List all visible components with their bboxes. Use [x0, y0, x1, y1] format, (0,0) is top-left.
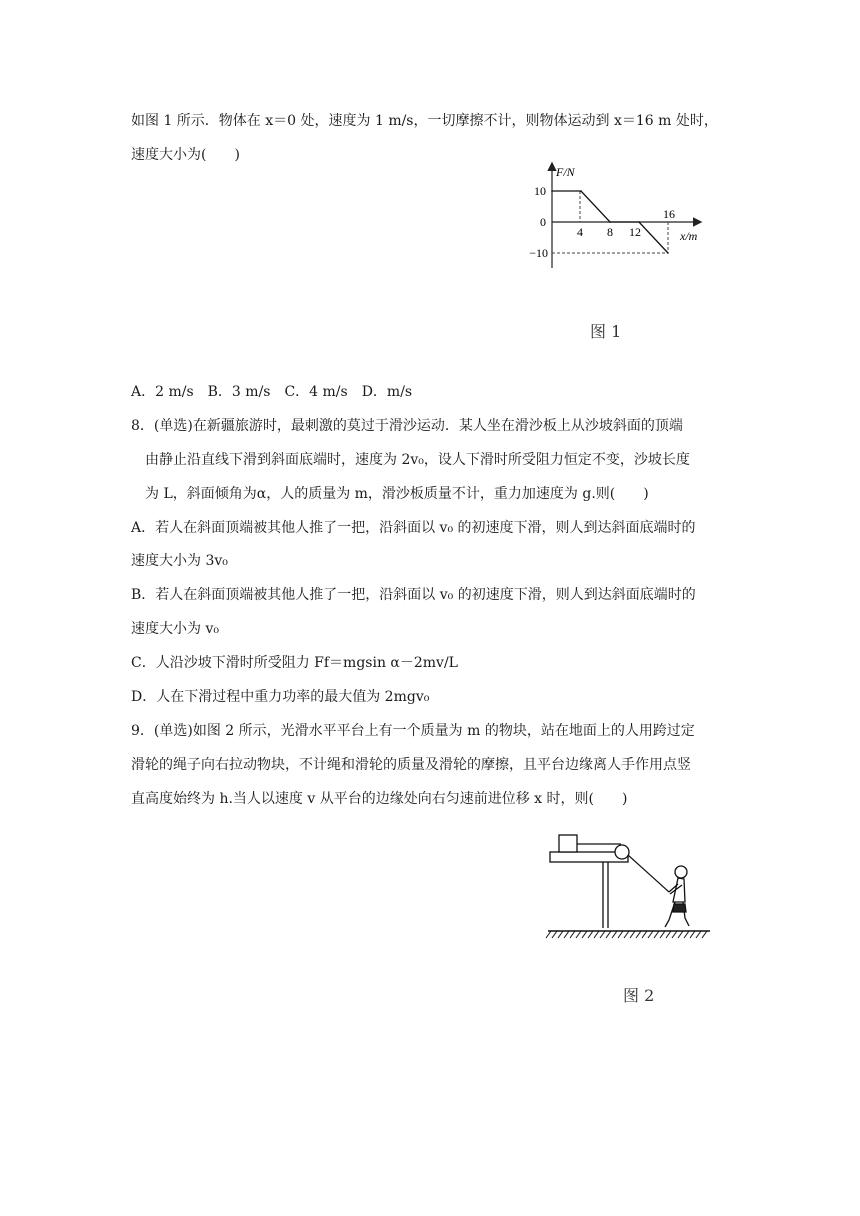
q7-line-1: 如图 1 所示．物体在 x＝0 处，速度为 1 m/s，一切摩擦不计，则物体运动到 x＝16 m 处时，: [131, 113, 718, 129]
x-tick-8: 8: [607, 225, 613, 239]
data-point: [667, 252, 669, 254]
hatch-mark: [654, 931, 659, 938]
hatch-mark: [546, 931, 551, 938]
q8-option-b-line-1: B．若人在斜面顶端被其他人推了一把，沿斜面以 v₀ 的初速度下滑，则人到达斜面底端时的: [131, 587, 696, 603]
ground-hatching: [546, 931, 707, 938]
hatch-mark: [660, 931, 665, 938]
hatch-mark: [642, 931, 647, 938]
block: [559, 835, 577, 852]
q9-line-2: 滑轮的绳子向右拉动物块，不计绳和滑轮的质量及滑轮的摩擦，且平台边缘离人手作用点竖: [131, 757, 691, 773]
hatch-mark: [678, 931, 683, 938]
data-point: [580, 190, 582, 192]
hatch-mark: [612, 931, 617, 938]
hatch-mark: [684, 931, 689, 938]
hatch-mark: [690, 931, 695, 938]
q8-option-a-line-1: A．若人在斜面顶端被其他人推了一把，沿斜面以 v₀ 的初速度下滑，则人到达斜面底端时的: [131, 520, 696, 536]
pulley: [615, 845, 629, 859]
hatch-mark: [618, 931, 623, 938]
data-point: [609, 221, 611, 223]
force-displacement-graph: [520, 160, 720, 280]
q8-option-b-line-2: 速度大小为 v₀: [131, 621, 219, 637]
hatch-mark: [636, 931, 641, 938]
hatch-mark: [666, 931, 671, 938]
y-tick-10: 10: [534, 184, 546, 198]
q8-option-c: C．人沿沙坡下滑时所受阻力 Ff＝mgsin α－2mv/L: [131, 655, 458, 671]
data-point: [638, 221, 640, 223]
hatch-mark: [624, 931, 629, 938]
hatch-mark: [594, 931, 599, 938]
data-point: [551, 190, 553, 192]
hatch-mark: [558, 931, 563, 938]
x-axis-label: x/m: [680, 229, 698, 243]
q7-line-2: 速度大小为( ): [131, 147, 240, 163]
pulley-platform-illustration: [545, 830, 715, 945]
hatch-mark: [606, 931, 611, 938]
string-diagonal: [628, 855, 669, 892]
q8-line-3: 为 L，斜面倾角为α，人的质量为 m，滑沙板质量不计，重力加速度为 g.则( ): [145, 486, 649, 502]
figure-1: [520, 160, 720, 284]
hatch-mark: [552, 931, 557, 938]
figure-2: [545, 830, 715, 949]
q8-line-2: 由静止沿直线下滑到斜面底端时，速度为 2v₀，设人下滑时所受阻力恒定不变，沙坡长度: [145, 452, 690, 468]
hatch-mark: [630, 931, 635, 938]
y-tick-0: 0: [540, 215, 546, 229]
x-tick-4: 4: [577, 225, 583, 239]
y-axis-label: F/N: [556, 165, 575, 179]
hatch-mark: [696, 931, 701, 938]
hatch-mark: [582, 931, 587, 938]
hatch-mark: [702, 931, 707, 938]
q8-option-d: D．人在下滑过程中重力功率的最大值为 2mgv₀: [131, 689, 430, 705]
q8-option-a-line-2: 速度大小为 3v₀: [131, 553, 228, 569]
q8-line-1: 8．(单选)在新疆旅游时，最刺激的莫过于滑沙运动．某人坐在滑沙板上从沙坡斜面的顶端: [131, 418, 683, 434]
x-tick-12: 12: [629, 225, 641, 239]
figure-2-caption: 图 2: [623, 986, 655, 1005]
hatch-mark: [648, 931, 653, 938]
q7-options: A．2 m/s B．3 m/s C．4 m/s D．m/s: [131, 384, 413, 400]
person: [665, 866, 689, 927]
hatch-mark: [672, 931, 677, 938]
x-tick-16: 16: [663, 207, 675, 221]
hatch-mark: [564, 931, 569, 938]
y-tick-neg10: −10: [529, 246, 548, 260]
hatch-mark: [570, 931, 575, 938]
q9-line-1: 9．(单选)如图 2 所示，光滑水平平台上有一个质量为 m 的物块，站在地面上的人用跨过定: [131, 723, 695, 739]
hatch-mark: [600, 931, 605, 938]
hatch-mark: [588, 931, 593, 938]
q9-line-3: 直高度始终为 h.当人以速度 v 从平台的边缘处向右匀速前进位移 x 时，则( ): [131, 791, 628, 807]
figure-1-caption: 图 1: [590, 322, 622, 341]
hatch-mark: [576, 931, 581, 938]
